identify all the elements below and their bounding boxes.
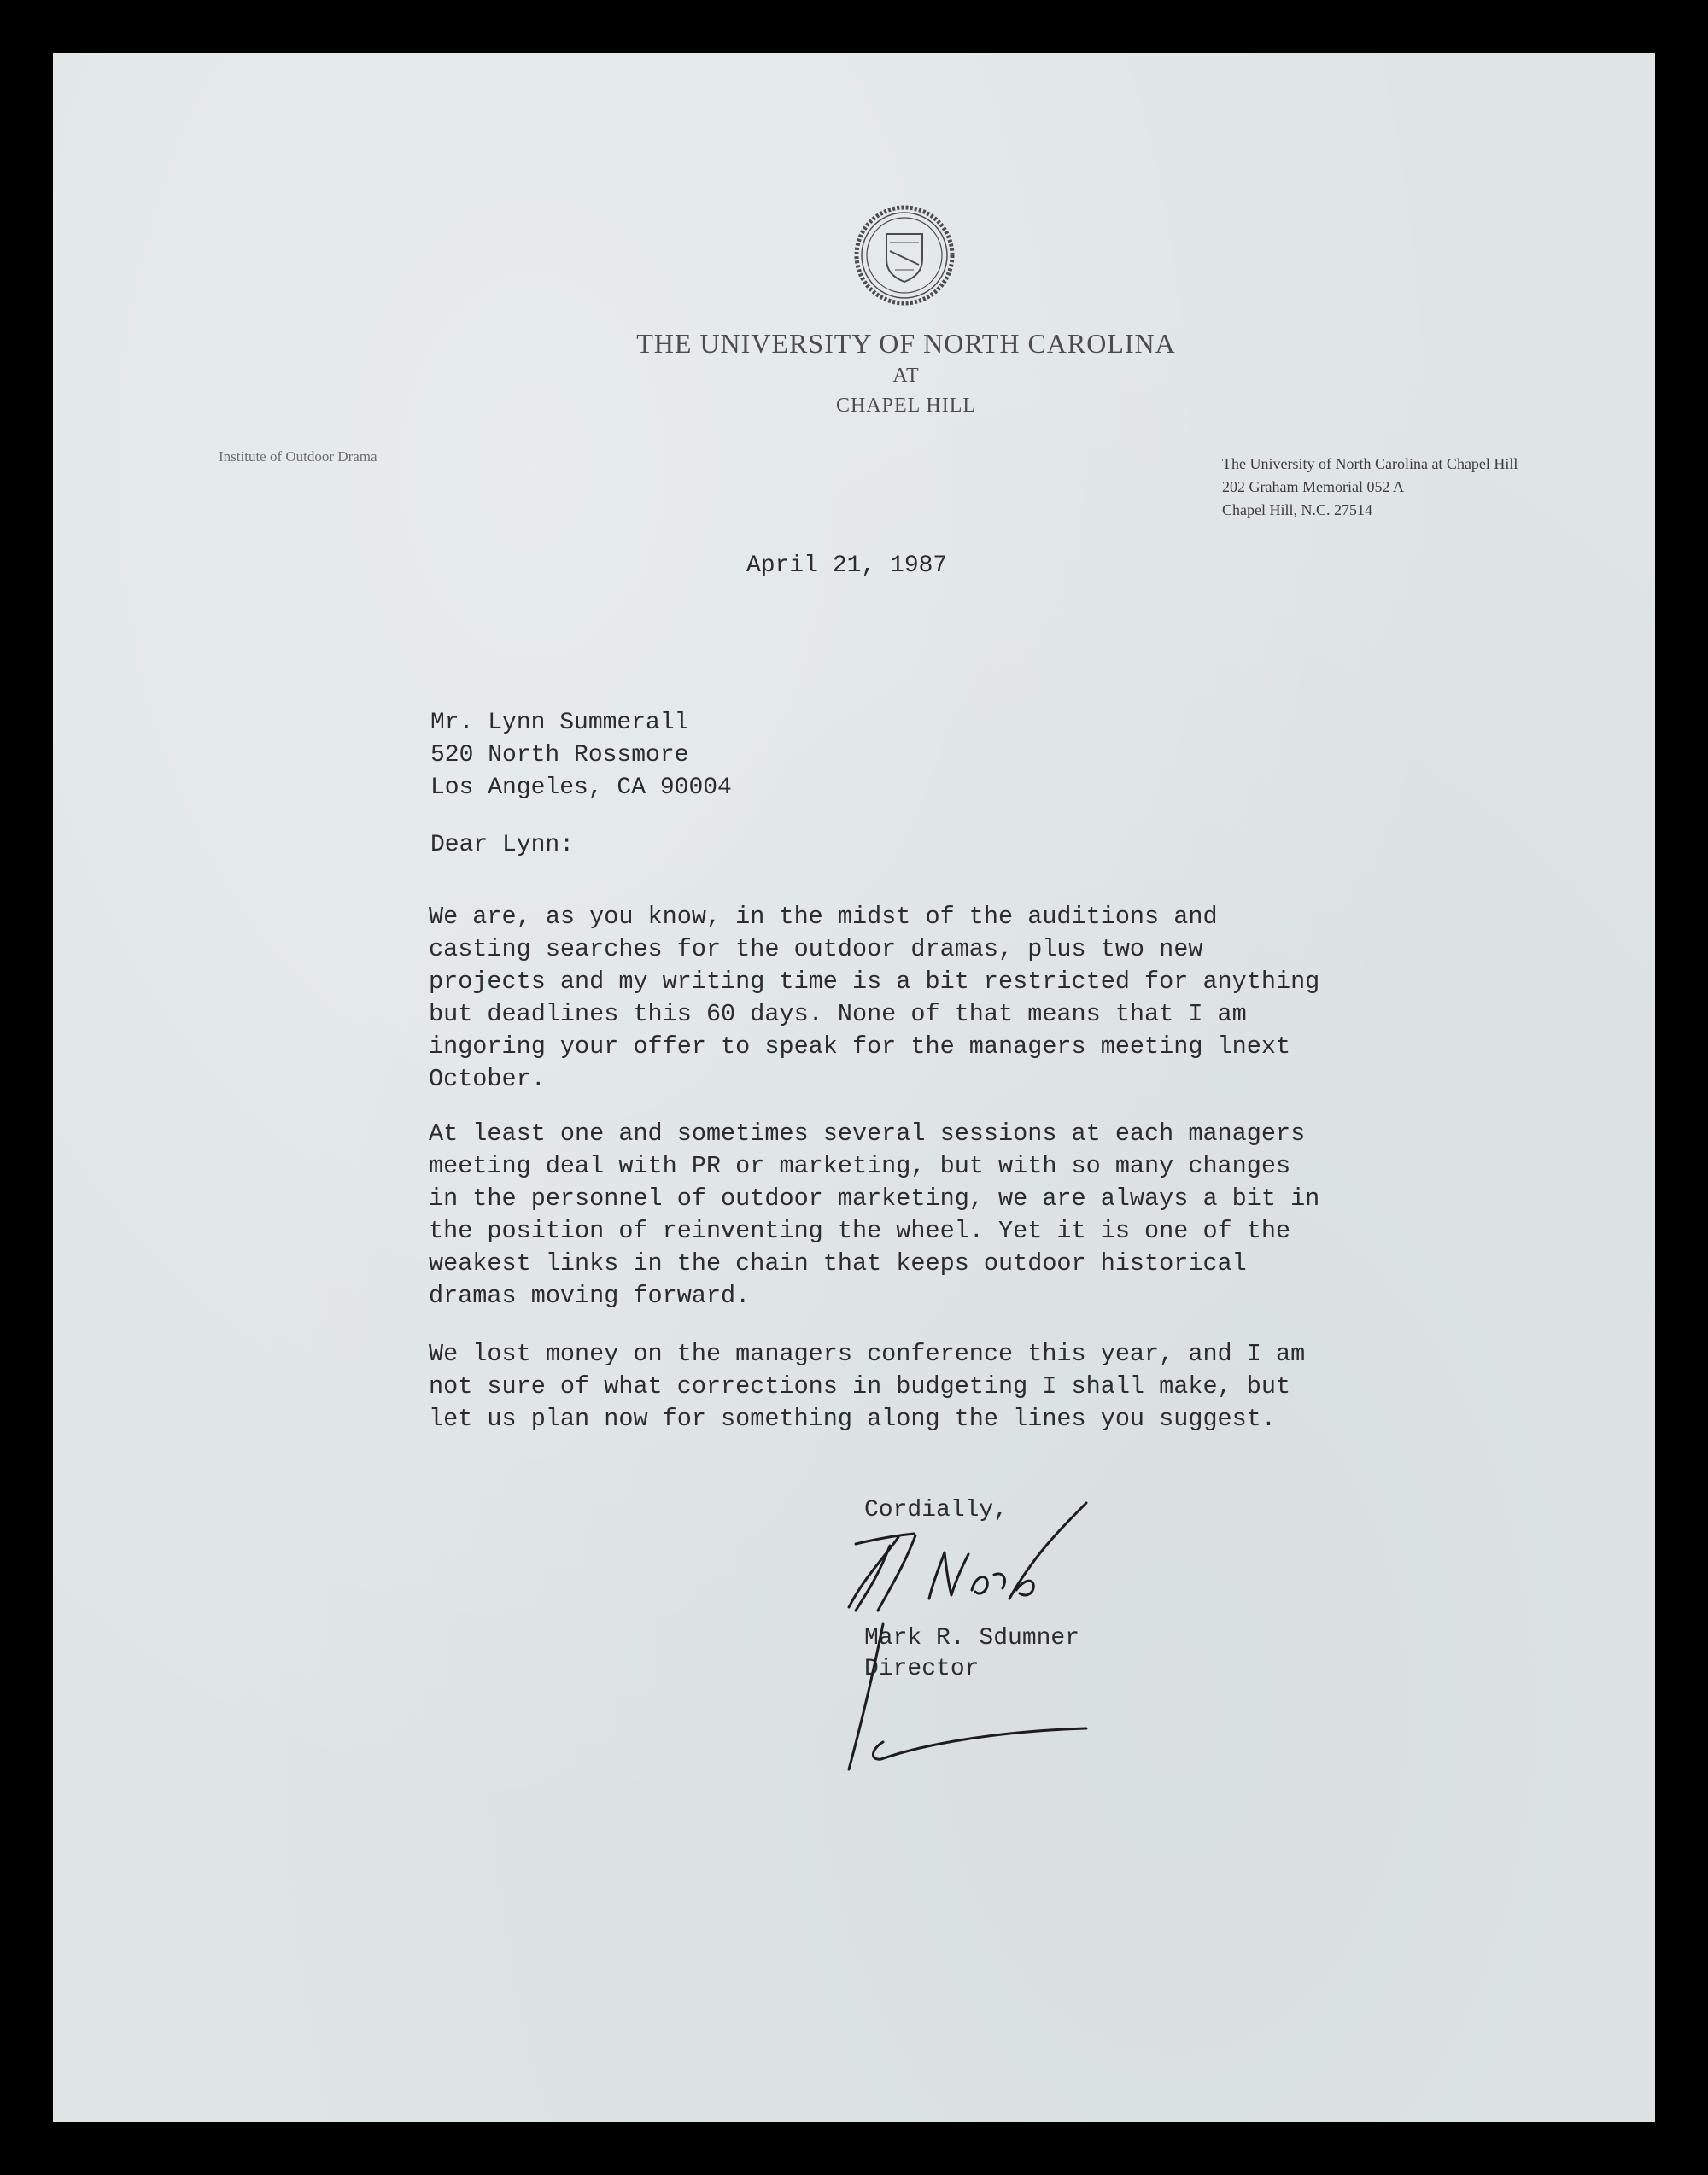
- university-at: AT: [892, 365, 920, 387]
- address-line: Chapel Hill, N.C. 27514: [1222, 501, 1372, 518]
- paragraph-line: not sure of what corrections in budgeting I shall make, but: [429, 1372, 1291, 1400]
- paragraph-line: casting searches for the outdoor dramas, plus two new: [429, 935, 1203, 963]
- university-place: CHAPEL HILL: [835, 395, 977, 417]
- paragraph-line: let us plan now for something along the lines you suggest.: [429, 1405, 1276, 1433]
- body-paragraph: [429, 1338, 1436, 1435]
- body-paragraph: [429, 901, 1436, 1096]
- signer-title: Director: [864, 1656, 980, 1682]
- letter-page: [53, 53, 1655, 2122]
- handwritten-signature-icon: [804, 1496, 1129, 1786]
- paragraph-line: weakest links in the chain that keeps outdoor historical: [429, 1249, 1247, 1278]
- recipient-line: Mr. Lynn Summerall: [430, 710, 689, 736]
- paragraph-line: ingoring your offer to speak for the managers meeting lnext: [429, 1032, 1291, 1061]
- paragraph-line: We are, as you know, in the midst of the auditions and: [429, 903, 1218, 931]
- letter-date: April 21, 1987: [746, 553, 948, 579]
- paragraph-line: dramas moving forward.: [429, 1282, 751, 1310]
- signer-name: Mark R. Sdumner: [864, 1625, 1080, 1652]
- closing: Cordially,: [864, 1497, 1009, 1523]
- salutation: Dear Lynn:: [430, 832, 575, 858]
- paragraph-line: We lost money on the managers conference this year, and I am: [429, 1340, 1306, 1368]
- recipient-line: Los Angeles, CA 90004: [430, 775, 732, 801]
- body-paragraph: [429, 1118, 1436, 1313]
- recipient-address: [430, 707, 732, 804]
- university-seal-icon: [852, 203, 956, 307]
- paragraph-line: projects and my writing time is a bit restricted for anything: [429, 968, 1320, 996]
- department-name: Institute of Outdoor Drama: [219, 448, 377, 465]
- address-line: 202 Graham Memorial 052 A: [1222, 478, 1404, 495]
- paragraph-line: but deadlines this 60 days. None of that means that I am: [429, 1000, 1247, 1028]
- address-line: The University of North Carolina at Chapel Hill: [1222, 455, 1518, 472]
- paragraph-line: At least one and sometimes several sessions at each managers: [429, 1120, 1306, 1148]
- paragraph-line: in the personnel of outdoor marketing, we are always a bit in: [429, 1184, 1320, 1213]
- paragraph-line: the position of reinventing the wheel. Yet it is one of the: [429, 1217, 1291, 1245]
- paragraph-line: October.: [429, 1065, 546, 1093]
- paragraph-line: meeting deal with PR or marketing, but with so many changes: [429, 1152, 1291, 1180]
- letterhead-address: [1222, 453, 1518, 522]
- recipient-line: 520 North Rossmore: [430, 742, 689, 769]
- university-name: THE UNIVERSITY OF NORTH CAROLINA: [636, 328, 1176, 359]
